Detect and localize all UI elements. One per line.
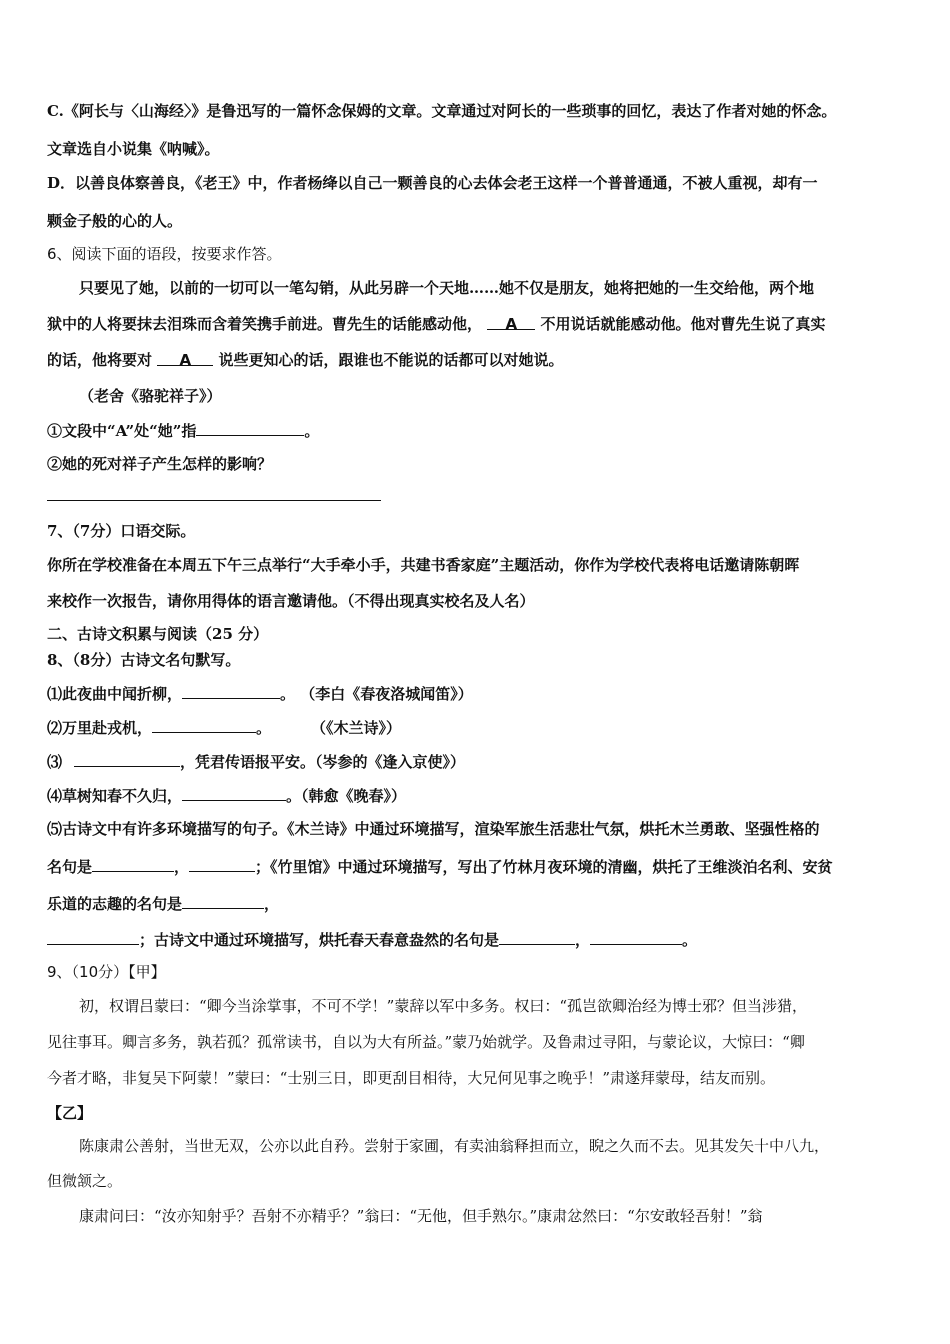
q8-4-source: 。（韩愈《晚春》）: [286, 787, 407, 805]
blank-a-1-label: A: [505, 315, 518, 333]
question-8-title: 8、（8分）古诗文名句默写。: [47, 651, 241, 669]
passage-jia-line-1: 初，权谓吕蒙曰：“卿今当涂掌事，不可不学！”蒙辞以军中多务。权曰：“孤岂欲卿治经为博士邪？但当涉猎，: [79, 997, 808, 1015]
q8-5-text: ；《竹里馆》中通过环境描写，写出了竹林月夜环境的清幽，烘托了王维淡泊名利、安贫: [255, 858, 833, 876]
q8-3-num: ⑶: [47, 753, 63, 771]
q8-2-text: ⑵万里赴戎机，: [47, 719, 153, 737]
q8-item-1: [47, 683, 473, 704]
passage-6-source: （老舍《骆驼祥子》）: [79, 387, 222, 405]
passage-6-line-2: [47, 314, 826, 334]
blank-a-1: [487, 314, 535, 333]
question-7-line-1: 你所在学校准备在本周五下午三点举行“大手牵小手，共建书香家庭”主题活动，你作为学校代表将电话邀请陈朝晖: [47, 556, 800, 574]
question-6-part-1: [47, 420, 319, 441]
option-c-line-1: C.《阿长与〈山海经〉》是鲁迅写的一篇怀念保姆的文章。文章通过对阿长的一些琐事的回忆，表达了作者对她的怀念。: [47, 102, 837, 120]
q6-1-end: 。: [304, 422, 320, 440]
question-6-title: 6、阅读下面的语段，按要求作答。: [47, 245, 282, 263]
passage-jia-line-2: 见往事耳。卿言多务，孰若孤？孤常读书，自以为大有所益。”蒙乃始就学。及鲁肃过寻阳，与蒙论议，大惊曰：“卿: [47, 1033, 805, 1051]
option-d-line-2: 颗金子般的心的人。: [47, 212, 183, 230]
option-d-line-1: D．以善良体察善良，《老王》中，作者杨绛以自己一颗善良的心去体会老王这样一个普普通通，不被人重视，却有一: [47, 174, 818, 192]
q8-1-blank[interactable]: [182, 683, 280, 699]
q8-item-5-line-2: [47, 856, 833, 877]
q8-3-blank[interactable]: [74, 751, 180, 767]
passage-yi-label: 【乙】: [47, 1104, 93, 1122]
q8-5-sep: ，: [575, 931, 591, 949]
q8-5-blank-1[interactable]: [92, 856, 174, 872]
q6-2-answer-line[interactable]: [47, 500, 381, 501]
q8-2-source: （《木兰诗》）: [311, 719, 402, 737]
passage-6-line-3: [47, 350, 564, 370]
q8-4-blank[interactable]: [182, 785, 286, 801]
q8-5-end: 。: [682, 931, 698, 949]
question-6-part-2: ②她的死对祥子产生怎样的影响？: [47, 455, 273, 473]
passage-yi-line-3: 康肃问曰：“汝亦知射乎？吾射不亦精乎？”翁曰：“无他，但手熟尔。”康肃忿然曰：“尔安敢轻吾射！”翁: [79, 1207, 763, 1225]
q8-item-5-line-1: ⑸古诗文中有许多环境描写的句子。《木兰诗》中通过环境描写，渲染军旅生活悲壮气氛，烘托木兰勇敢、坚强性格的: [47, 820, 820, 838]
q8-4-text: ⑷草树知春不久归，: [47, 787, 183, 805]
q8-item-5-line-3: [47, 893, 279, 914]
blank-a-2: [157, 350, 213, 369]
q6-1-answer-blank[interactable]: [196, 420, 304, 436]
q8-1-text: ⑴此夜曲中闻折柳，: [47, 685, 183, 703]
q8-item-4: [47, 785, 406, 806]
q8-3-text: ，凭君传语报平安。（岑参的《逢入京使》）: [180, 753, 466, 771]
q8-5-text: 名句是: [47, 858, 93, 876]
passage-6-line-1: 只要见了她，以前的一切可以一笔勾销，从此另辟一个天地……她不仅是朋友，她将把她的一生交给他，两个地: [79, 279, 815, 297]
q8-5-blank-2[interactable]: [189, 856, 255, 872]
section-2-title: 二、古诗文积累与阅读（25 分）: [47, 625, 269, 643]
passage-6-text: 说些更知心的话，跟谁也不能说的话都可以对她说。: [218, 351, 564, 369]
q8-5-blank-3[interactable]: [182, 893, 264, 909]
passage-6-text: 的话，他将要对: [47, 351, 153, 369]
passage-yi-line-2: 但微颔之。: [47, 1172, 123, 1190]
q8-2-blank[interactable]: [152, 717, 256, 733]
q8-2-end: 。: [256, 719, 272, 737]
blank-a-2-label: A: [179, 351, 192, 369]
passage-6-text: 不用说话就能感动他。他对曹先生说了真实: [540, 315, 826, 333]
option-c-line-2: 文章选自小说集《呐喊》。: [47, 140, 220, 158]
q8-5-blank-5[interactable]: [499, 929, 575, 945]
q8-5-text: 乐道的志趣的名句是: [47, 895, 183, 913]
q8-5-text: ；古诗文中通过环境描写，烘托春天春意盎然的名句是: [139, 931, 500, 949]
q8-item-5-line-4: [47, 929, 697, 950]
passage-6-text: 狱中的人将要抹去泪珠而含着笑携手前进。曹先生的话能感动他，: [47, 315, 483, 333]
q8-item-2: [47, 717, 401, 738]
question-9-title: 9、（10分）【甲】: [47, 963, 166, 981]
question-7-line-2: 来校作一次报告，请你用得体的语言邀请他。（不得出现真实校名及人名）: [47, 592, 535, 610]
passage-yi-line-1: 陈康肃公善射，当世无双，公亦以此自矜。尝射于家圃，有卖油翁释担而立，睨之久而不去。见其发矢十中八九，: [79, 1137, 830, 1155]
q8-5-blank-6[interactable]: [590, 929, 682, 945]
question-7-title: 7、（7分）口语交际。: [47, 522, 196, 540]
q6-1-text: ①文段中“A”处“她”指: [47, 422, 197, 440]
q8-item-3: [47, 751, 465, 772]
q8-5-blank-4[interactable]: [47, 929, 139, 945]
q8-1-source: 。 （李白《春夜洛城闻笛》）: [280, 685, 473, 703]
passage-jia-line-3: 今者才略，非复吴下阿蒙！”蒙曰：“士别三日，即更刮目相待，大兄何见事之晚乎！”肃遂拜蒙母，结友而别。: [47, 1069, 776, 1087]
q8-5-sep: ，: [174, 858, 190, 876]
q8-5-sep: ，: [264, 895, 280, 913]
